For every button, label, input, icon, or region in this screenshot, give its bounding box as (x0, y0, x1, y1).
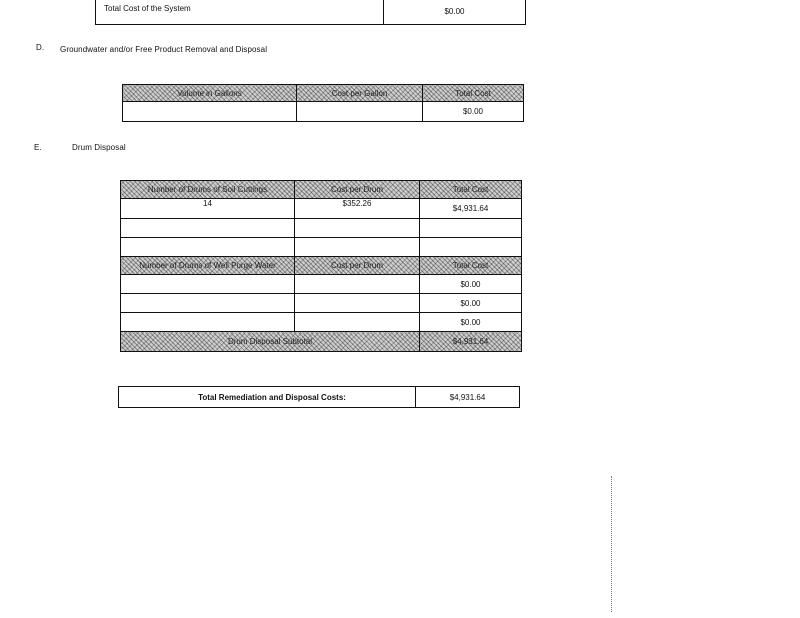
scan-artifact-line (611, 476, 612, 612)
total-cost-system-label: Total Cost of the System (96, 0, 384, 24)
total-remediation-value: $4,931.64 (416, 387, 520, 408)
header-drums-soil: Number of Drums of Soil Cuttings (121, 181, 295, 199)
cell-total-cost: $0.00 (420, 294, 522, 313)
cell-total-cost: $0.00 (420, 313, 522, 332)
cell-cost-per-drum (295, 313, 420, 332)
header-volume: Volume in Gallons (123, 85, 297, 102)
cell-drum-count (121, 313, 295, 332)
total-cost-system-value: $0.00 (384, 0, 526, 24)
drum-disposal-table (120, 180, 522, 352)
header-cost-per-drum: Cost per Drum (295, 181, 420, 199)
header-cost-per-gallon: Cost per Gallon (297, 85, 423, 102)
cell-drum-count (121, 219, 295, 238)
cell-cost-per-drum (295, 238, 420, 257)
header-cost-per-drum: Cost per Drum (295, 257, 420, 275)
header-total-cost: Total Cost (423, 85, 524, 102)
cell-cost-per-gallon (297, 102, 423, 122)
drum-disposal-subtotal-value: $4,931.64 (420, 332, 522, 352)
cell-drum-count (121, 294, 295, 313)
cell-total-cost: $0.00 (423, 102, 524, 122)
cell-total-cost: $4,931.64 (420, 199, 522, 219)
cell-cost-per-drum: $352.26 (295, 199, 420, 219)
total-remediation-table (118, 386, 520, 408)
section-d-letter: D. (36, 43, 45, 52)
groundwater-table (122, 84, 524, 122)
cell-volume (123, 102, 297, 122)
header-total-cost: Total Cost (420, 257, 522, 275)
cell-total-cost: $0.00 (420, 275, 522, 294)
header-drums-purge-water: Number of Drums of Well Purge Water (121, 257, 295, 275)
cell-drum-count (121, 238, 295, 257)
section-c-total-table (95, 0, 526, 25)
total-remediation-label: Total Remediation and Disposal Costs: (119, 387, 416, 408)
cell-total-cost (420, 219, 522, 238)
section-e-letter: E. (34, 143, 42, 152)
cell-cost-per-drum (295, 275, 420, 294)
section-e-title: Drum Disposal (72, 143, 126, 152)
section-d-title: Groundwater and/or Free Product Removal and Disposal (60, 45, 268, 54)
cell-total-cost (420, 238, 522, 257)
header-total-cost: Total Cost (420, 181, 522, 199)
cell-drum-count (121, 275, 295, 294)
cell-cost-per-drum (295, 294, 420, 313)
cell-drum-count: 14 (121, 199, 295, 219)
drum-disposal-subtotal-label: Drum Disposal Subtotal (121, 332, 420, 352)
cell-cost-per-drum (295, 219, 420, 238)
